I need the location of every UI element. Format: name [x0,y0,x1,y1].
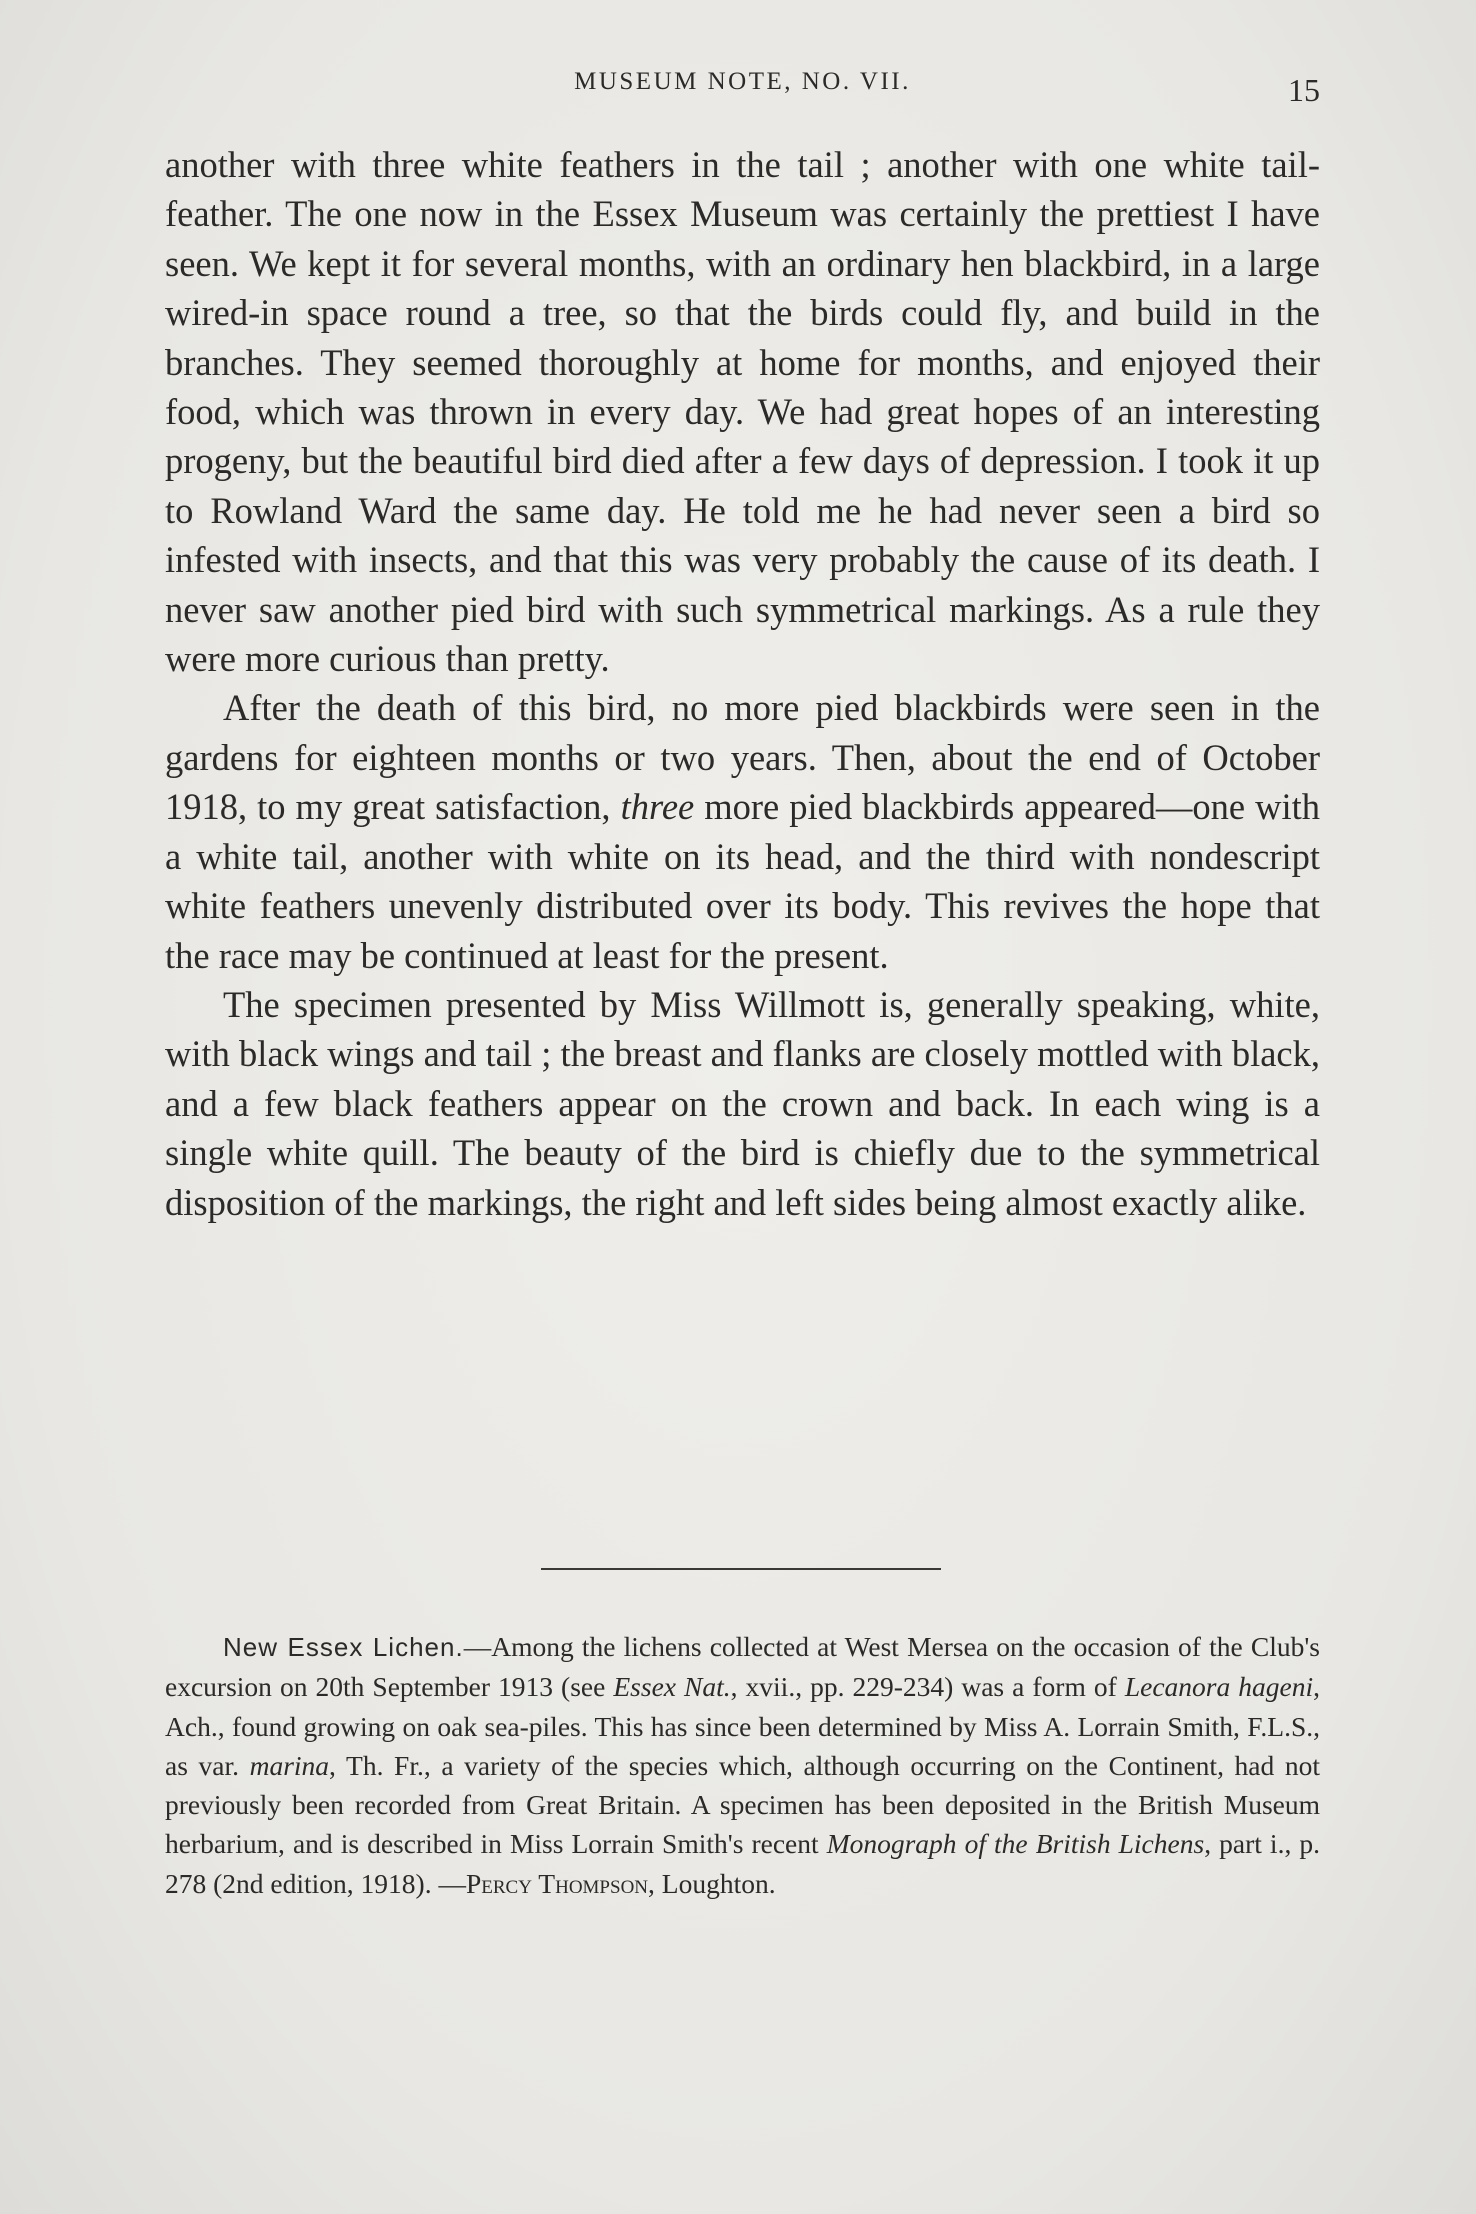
note-text-2: , xvii., pp. 229-234) was a form of [730,1671,1117,1703]
paragraph-3: The specimen presented by Miss Willmott is, generally speaking, white, with black wings and tail ; the breast and flanks are closely mottled with black, and a few black feathers appear on the crown and back. In each wing is a single white quill. The beauty of the bird is chiefly due to the symmetrical disposition of the markings, the right and left sides being almost exactly alike. [165,983,1320,1223]
section-divider [541,1568,941,1570]
note-text-5: , part i., p. 278 (2nd edition, 1918). [165,1828,1320,1899]
note-species-name: Lecanora hageni [1124,1671,1314,1703]
note-text-4: , Th. Fr., a variety of the species which, although occurring on the Continent, had not previously been recorded from Great Britain. A specimen has been deposited in the British Museum herbarium, and is described in Miss Lorrain Smith's recent [165,1749,1320,1860]
note-citation-journal: Essex Nat. [613,1671,731,1703]
note-variety-name: marina [249,1749,330,1781]
paragraph-2-text-b: more pied blackbirds appeared—one with a white tail, another with white on its head, and the third with nondescript white feathers unevenly distributed over its body. This revives the hope that the race may be continued at least for the present. [165,786,1321,976]
lichen-note [165,1627,1320,1903]
note-text-1: —Among the lichens collected at West Mersea on the occasion of the Club's excursion on 20th September 1913 (see [165,1631,1321,1703]
note-place: , Loughton. [648,1867,776,1899]
note-monograph-title: Monograph of the British Lichens [826,1828,1205,1860]
article-body [165,140,1320,1227]
paragraph-1: another with three white feathers in the tail ; another with one white tail-feather. The one now in the Essex Museum was certainly the prettiest I have seen. We kept it for several months, with an ordinary hen blackbird, in a large wired-in space round a tree, so that the birds could fly, and build in the branches. They seemed thoroughly at home for months, and enjoyed their food, which was thrown in every day. We had great hopes of an interesting progeny, but the beautiful bird died after a few days of depression. I took it up to Rowland Ward the same day. He told me he had never seen a bird so infested with insects, and that this was very probably the cause of its death. I never saw another pied bird with such symmetrical markings. As a rule they were more curious than pretty. [165,144,1320,680]
note-heading: New Essex Lichen. [223,1632,464,1662]
paragraph-2 [165,683,1320,979]
paragraph-2-emphasis: three [620,786,695,828]
paragraph-2-text-a: After the death of this bird, no more pied blackbirds were seen in the gardens for eighteen months or two years. Then, about the end of October 1918, to my great satisfaction, [165,687,1320,828]
note-author: Percy Thompson [465,1867,649,1899]
lichen-note-paragraph [165,1627,1320,1903]
page-header [165,68,1320,118]
running-head: MUSEUM NOTE, NO. VII. [574,68,911,95]
note-text-3: , Ach., found growing on oak sea-piles. This has since been determined by Miss A. Lorrain Smith, F.L.S., as var. [165,1671,1320,1781]
note-signature-dash: — [438,1867,466,1899]
page-number: 15 [1288,72,1320,108]
